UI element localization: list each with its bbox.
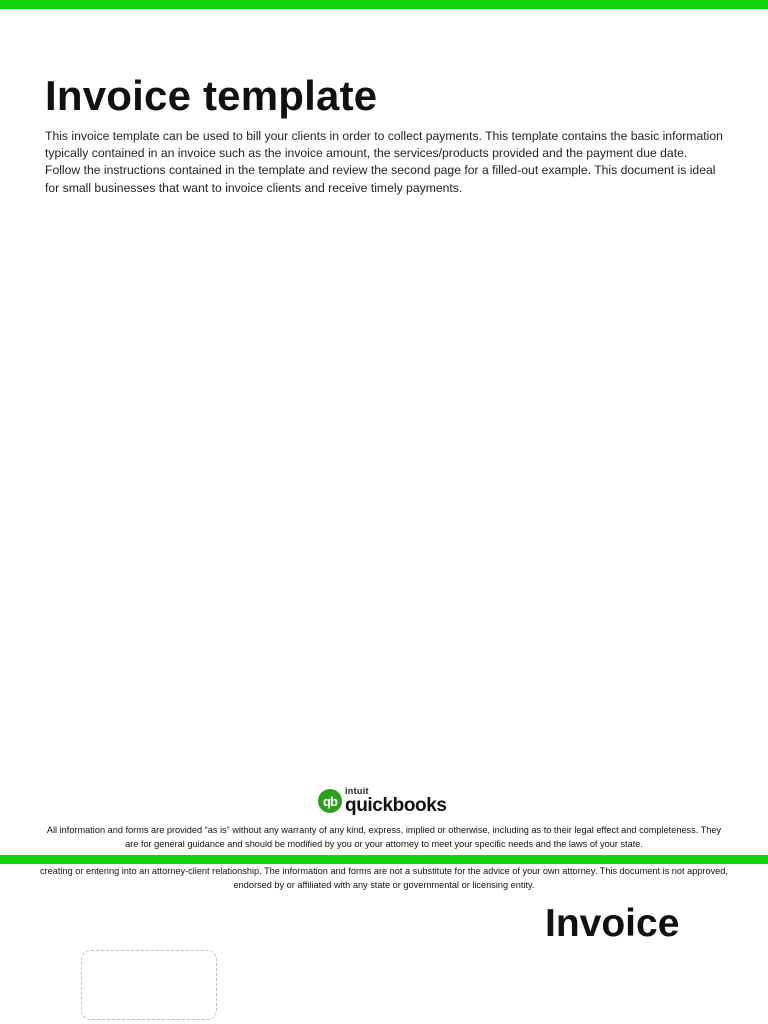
quickbooks-logo (318, 787, 447, 815)
invoice-heading: Invoice (545, 902, 680, 945)
logo-wordmark (345, 787, 447, 815)
logo-intuit-text: intuit (345, 786, 369, 796)
top-accent-bar (0, 0, 768, 9)
disclaimer-top: All information and forms are provided “as is” without any warranty of any kind, express, implied or otherwise, including as to their legal effect and completeness. They are for general guidance and should be modified by you or your attorney to meet your specific needs and the laws of your state. (46, 825, 722, 849)
quickbooks-logo-icon: qb (318, 789, 342, 813)
disclaimer-bottom: creating or entering into an attorney-client relationship. The information and forms are not a substitute for the advice of your own attorney. This document is not approved, endorsed by or affiliated with any state or governmental or licensing entity. (40, 866, 728, 890)
logo-placeholder-box[interactable] (81, 950, 217, 1020)
intro-paragraph: This invoice template can be used to bill your clients in order to collect payments. This template contains the basic information typically contained in an invoice such as the invoice amount, the services/products provided and the payment due date. Follow the instructions contained in the template and review the second page for a filled-out example. This document is ideal for small businesses that want to invoice clients and receive timely payments. (45, 129, 723, 195)
page-divider-bar (0, 855, 768, 864)
page-title: Invoice template (45, 72, 378, 119)
logo-brand-text: quickbooks (345, 795, 447, 816)
